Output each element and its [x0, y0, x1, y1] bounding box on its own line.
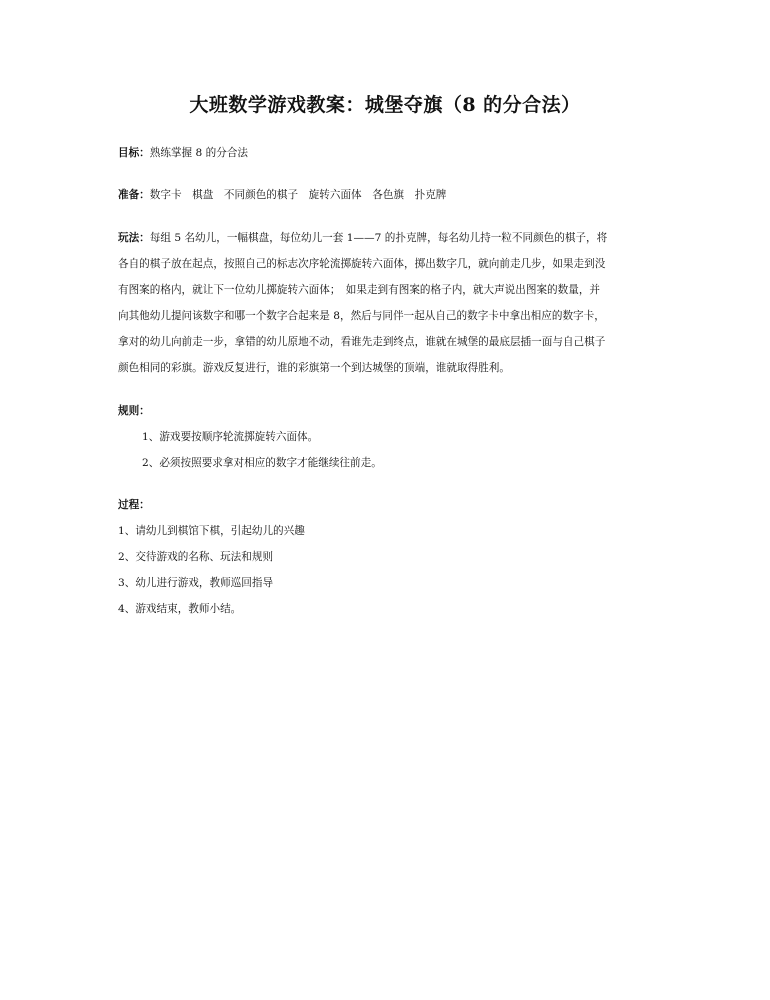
prep-label: 准备： — [118, 189, 150, 201]
play-line — [118, 230, 663, 246]
prep-text: 数字卡 棋盘 不同颜色的棋子 旋转六面体 各色旗 扑克牌 — [149, 189, 447, 201]
document-title: 大班数学游戏教案：城堡夺旗（8 的分合法） — [189, 94, 581, 116]
play-text-line: 颜色相同的彩旗。游戏反复进行，谁的彩旗第一个到达城堡的顶端，谁就取得胜利。 — [118, 362, 510, 374]
process-item: 1、请幼儿到棋馆下棋，引起幼儿的兴趣 — [118, 525, 305, 537]
play-text-line: 每组 5 名幼儿，一幅棋盘，每位幼儿一套 1——7 的扑克牌，每名幼儿持一粒不同颜色的棋子，将 — [149, 232, 608, 244]
process-label: 过程： — [118, 499, 150, 511]
goal-text: 熟练掌握 8 的分合法 — [149, 147, 249, 159]
rule-item: 1、游戏要按顺序轮流掷旋转六面体。 — [142, 431, 319, 443]
play-text-line: 拿对的幼儿向前走一步，拿错的幼儿原地不动，看谁先走到终点，谁就在城堡的最底层插一面与自己棋子 — [118, 336, 606, 348]
rule-item: 2、必须按照要求拿对相应的数字才能继续往前走。 — [142, 457, 382, 469]
play-text-line: 向其他幼儿提问该数字和哪一个数字合起来是 8，然后与同伴一起从自己的数字卡中拿出相应的数字卡， — [118, 310, 605, 322]
process-item: 2、交待游戏的名称、玩法和规则 — [118, 551, 274, 563]
play-text-line: 有图案的格内，就让下一位幼儿掷旋转六面体； 如果走到有图案的格子内，就大声说出图案的数量，并 — [118, 284, 601, 296]
prep-line — [118, 187, 663, 203]
goal-label: 目标： — [118, 147, 150, 159]
process-item: 4、游戏结束，教师小结。 — [118, 603, 242, 615]
play-text-line: 各自的棋子放在起点，按照自己的标志次序轮流掷旋转六面体，掷出数字几，就向前走几步，如果走到没 — [118, 258, 606, 270]
goal-line — [118, 145, 663, 161]
rules-label: 规则： — [118, 405, 150, 417]
process-item: 3、幼儿进行游戏，教师巡回指导 — [118, 577, 274, 589]
play-label: 玩法： — [118, 232, 150, 244]
